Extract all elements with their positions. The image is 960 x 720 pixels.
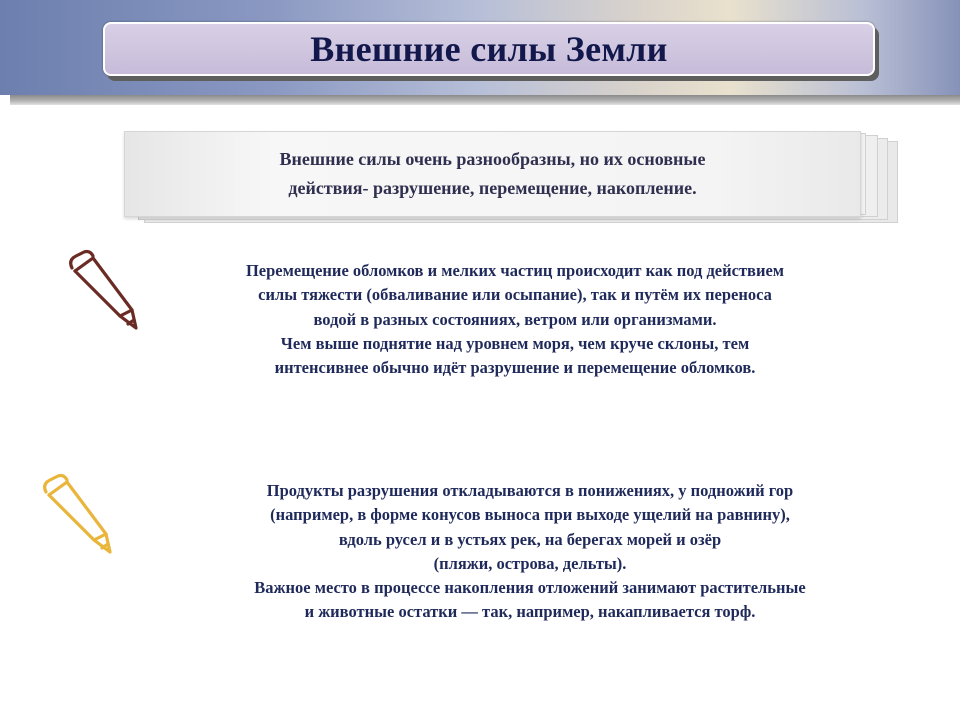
paragraph-line: водой в разных состояниях, ветром или организмами.: [313, 309, 717, 329]
paragraph-line: Чем выше поднятие над уровнем моря, чем круче склоны, тем: [280, 333, 750, 353]
header-band-shadow: [10, 95, 960, 105]
intro-card: [124, 131, 861, 217]
paragraph-line: (пляжи, острова, дельты).: [433, 553, 627, 573]
intro-paper-stack: [124, 131, 896, 221]
pencil-icon: [36, 470, 116, 560]
page-title: Внешние силы Земли: [310, 29, 668, 69]
paragraph-line: вдоль русел и в устьях рек, на берегах морей и озёр: [338, 529, 722, 549]
paragraph-line: и животные остатки — так, например, накапливается торф.: [304, 602, 756, 622]
paragraph-accumulation: [160, 479, 900, 625]
paragraph-line: (например, в форме конусов выноса при выходе ущелий на равнину),: [270, 505, 790, 525]
paragraph-transport: [160, 259, 870, 380]
paragraph-line: Перемещение обломков и мелких частиц происходит как под действием: [245, 261, 785, 280]
title-box: [103, 22, 875, 76]
intro-line: Внешние силы очень разнообразны, но их основные: [279, 149, 706, 169]
intro-text: [143, 145, 843, 203]
paragraph-line: Продукты разрушения откладываются в понижениях, у подножий гор: [266, 481, 794, 500]
paragraph-line: Важное место в процессе накопления отложений занимают растительные: [254, 578, 806, 598]
pencil-icon: [62, 246, 142, 336]
paragraph-line: силы тяжести (обваливание или осыпание), так и путём их переноса: [258, 285, 772, 305]
paragraph-line: интенсивнее обычно идёт разрушение и перемещение обломков.: [274, 358, 756, 378]
intro-line: действия- разрушение, перемещение, накопление.: [288, 178, 697, 198]
